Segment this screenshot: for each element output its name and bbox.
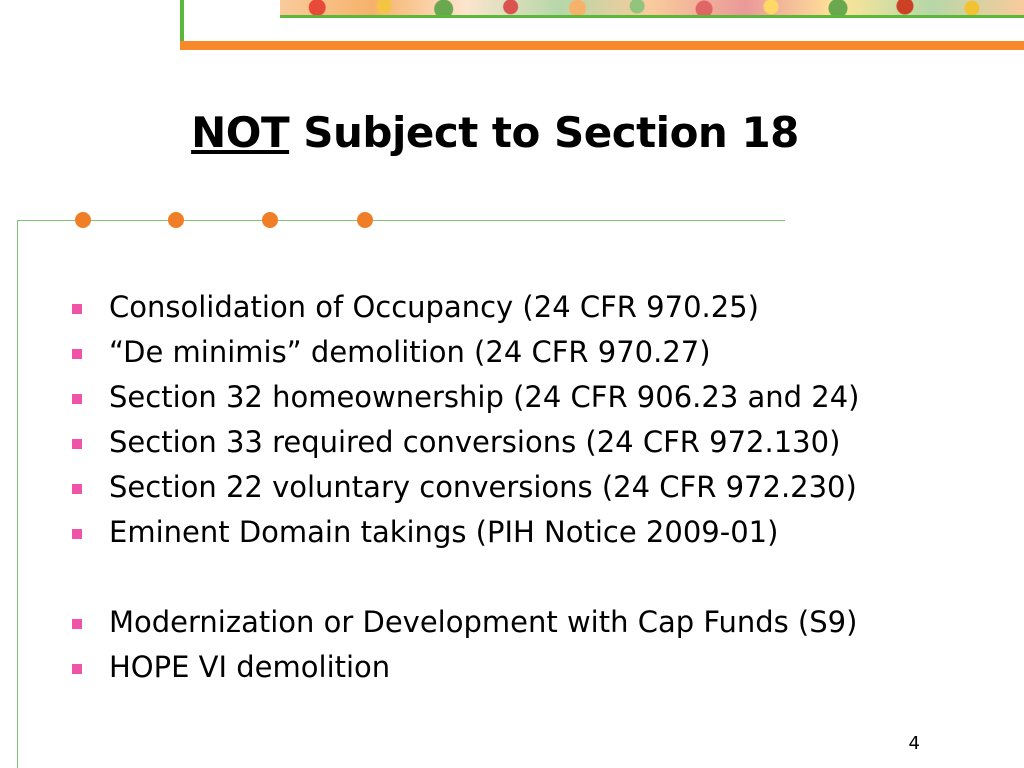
page-number: 4 — [908, 733, 920, 754]
title-emphasis: NOT — [191, 108, 290, 157]
bullet-square-icon — [72, 529, 82, 539]
bullet-item: HOPE VI demolition — [68, 645, 860, 690]
decor-dot — [357, 212, 373, 228]
bullet-square-icon — [72, 664, 82, 674]
bullet-square-icon — [72, 484, 82, 494]
bullet-square-icon — [72, 394, 82, 404]
frame-top-line — [17, 220, 785, 221]
header-banner — [180, 0, 1024, 50]
decor-dot — [168, 212, 184, 228]
bullet-item: Eminent Domain takings (PIH Notice 2009-01) — [68, 510, 860, 555]
bullet-item: Section 33 required conversions (24 CFR 972.130) — [68, 420, 860, 465]
banner-orange-bar — [180, 41, 1024, 50]
decor-dot — [262, 212, 278, 228]
bullet-item: Modernization or Development with Cap Funds (S9) — [68, 600, 860, 645]
frame-left-line — [17, 220, 18, 768]
slide-title — [0, 108, 990, 157]
bullet-square-icon — [72, 304, 82, 314]
bullet-item: Consolidation of Occupancy (24 CFR 970.25) — [68, 285, 860, 330]
bullet-item: Section 22 voluntary conversions (24 CFR 972.230) — [68, 465, 860, 510]
bullet-square-icon — [72, 619, 82, 629]
banner-green-line — [280, 15, 1024, 18]
bullet-item: Section 32 homeownership (24 CFR 906.23 and 24) — [68, 375, 860, 420]
title-rest: Subject to Section 18 — [289, 108, 799, 157]
bullet-square-icon — [72, 439, 82, 449]
decor-dot — [75, 212, 91, 228]
bullet-square-icon — [72, 349, 82, 359]
banner-photo — [280, 0, 1024, 15]
bullet-item: “De minimis” demolition (24 CFR 970.27) — [68, 330, 860, 375]
bullet-list — [68, 285, 860, 690]
